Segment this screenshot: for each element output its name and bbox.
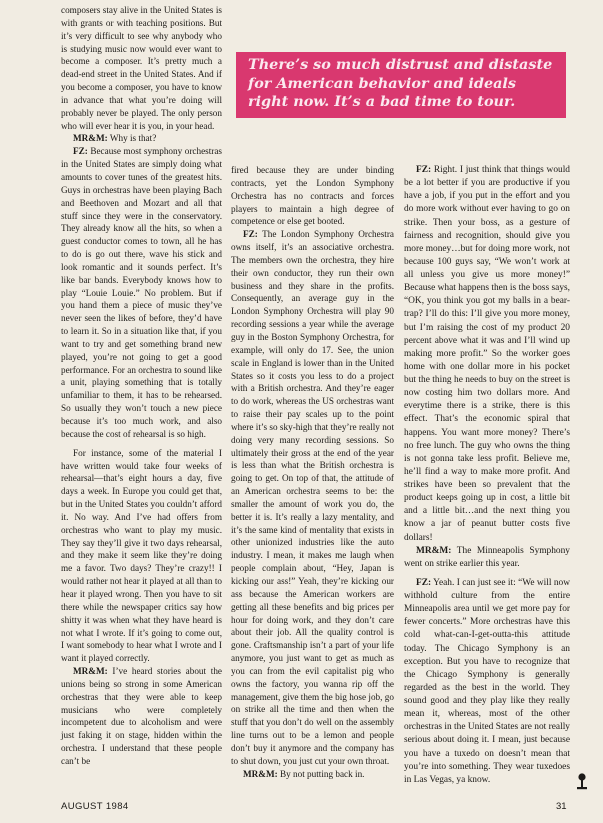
speaker-label: FZ: (416, 577, 432, 588)
paragraph (61, 132, 222, 145)
paragraph (231, 768, 394, 781)
paragraph-text: The London Symphony Orchestra owns itself, it’s an associative orchestra. The members own the orchestra, they hire their own conductor, they run their own business and they share in the profits. Consequently, an average guy in the London Symphony Orchestra will play 90 recording sessions a year while the average guy in the Boston Symphony Orchestra, for example, will only do 17. See, the union scale in England is lower than in the United States so it costs you less to do a project with a British orchestra. And they’re eager to do work, whereas the US orchestras want to raise their pay scales up to the point where it’s so sky-high that they’re really not doing very many recording sessions. So ultimately their gross at the end of the year is less than what the British orchestra is going to get. On top of that, the attitude of an American orchestra seems to be: the smaller the amount of work you do, the better it is. It’s really a lazy mentality, and it’s the same kind of mentality that exists in other unionized industries like the auto industry. I mean, it makes me laugh when people complain about, “Hey, Japan is kicking our ass!” Yeah, they’re kicking our ass because the American workers are getting all these benefits and big prices per hour for doing work, and they don’t care about their job. All the quality control is gone. Craftsmanship isn’t a part of your life anymore, you just want to get as much as you can from the evil capitalist pig who owns the factory, you wanna rip off the management, give them the big hose job, go on strike all the time and then when the stuff that you don’t do well on the assembly line turns out to be a lemon and people don’t buy it anymore and the company has to shut down, you just cut your own throat. (231, 229, 394, 766)
paragraph (61, 665, 222, 768)
pull-quote (236, 52, 566, 118)
page-number: 31 (556, 801, 567, 812)
paragraph: composers stay alive in the United States is with grants or with teaching positions. But it’s very difficult to see why anybody who is studying music now would ever want to become a composer. It’s pretty much a dead-end street in the United States. And if you become a composer, you have to know in advance that what you’re doing will probably never be played. The only person who will ever hear it is you, in your head. (61, 5, 222, 131)
pull-quote-text: There’s so much distrust and distaste for American behavior and ideals right now. It’s a bad time to tour. (248, 56, 553, 111)
paragraph-text: The Minneapolis Symphony went on strike earlier this year. (404, 545, 570, 569)
article-column-3 (404, 164, 570, 787)
paragraph (61, 145, 222, 440)
article-column-2 (231, 164, 394, 781)
speaker-label: FZ: (73, 146, 88, 157)
paragraph-text: Right. I just think that things would be a lot better if you are productive if you have a job, if you put in the effort and you do more work without ever having to go on strike. Then your boss, as a gesture of fairness and recognition, should give you more money…but for doing more work, not because 100 guys say, “We won’t work at all unless you give us more money!” Because what happens then is the boss says, “OK, you think you got my balls in a bear-trap? I’ll do this: I’ll give you more money, but I’m raising the cost of my product 20 percent above what it was and I’ll wind up making more profit.” So the worker goes home with one dollar more in his pocket but the thing he needs to buy on the street is now costing him two dollars more. And everytime there is a strike, there is this effect. That’s the economic spiral that happens. You want more money? There’s no free lunch. The guy who owns the thing is not gonna take less profit. Believe me, he’ll find a way to make more profit. And strikes have been so prevalent that the product keeps going up in cost, a little bit and a little bit…and the next thing you know a jar of peanut butter costs five dollars! (404, 165, 570, 543)
speaker-label: MR&M: (73, 133, 108, 144)
paragraph-text: Why is that? (107, 133, 157, 144)
paragraph (404, 577, 570, 787)
paragraph: For instance, some of the material I have written would take four weeks of rehearsal—that’s eight hours a day, five days a week. In Europe you could get that, but in the United States you couldn’t afford it. No way. And I’ve had offers from orchestras who want to play my music. They say they’ll give it two days rehearsal, and they make it seem like they’re doing me a favor. Two days? They’re crazy!! I would rather not hear it played at all than to hear it played wrong. Then you have to sit there while the newspaper critics say how shitty it was when what they have heard is not what I wrote. If it’s going to come out, I want somebody to hear what I wrote and I want it played correctly. (61, 447, 222, 664)
paragraph: fired because they are under binding contracts, yet the London Symphony Orchestra has no contracts and forces players to maintain a high degree of competence or else get booted. (231, 165, 394, 227)
article-column-1 (61, 4, 222, 768)
paragraph-text: Because most symphony orchestras in the United States are simply doing what amounts to cover tunes of the greatest hits. Guys in orchestras have been playing Bach and Beethoven and Mozart and all that stuff since they were in the conservatory. They already know all the hits, so when a guest conductor comes to town, all he has to do is go out there, wave his stick and look romantic and it sounds perfect. It’s like bar bands. Everybody knows how to play “Louie Louie.” No problem. But if you hand them a piece of music they’ve never seen the likes of before, they’d have to learn it. So in a situation like that, if you want to try and get something brand new played, you’re not going to get a good performance. For an orchestra to sound like a unit, playing something that is totally unfamiliar to them, it has to be rehearsed. So usually they won’t touch a new piece because it’s too much work, and also because the cost of rehearsal is so high. (61, 146, 222, 439)
end-of-article-icon (574, 772, 590, 792)
paragraph (404, 164, 570, 545)
folio-date: AUGUST 1984 (61, 801, 129, 812)
paragraph (231, 228, 394, 767)
speaker-label: MR&M: (416, 545, 452, 556)
speaker-label: FZ: (243, 229, 258, 240)
paragraph-text: I’ve heard stories about the unions being so strong in some American orchestras that they were able to keep musicians who were completely incompetent due to alcoholism and were just faking it on stage, hidden within the orchestra. I understand that these people can’t be (61, 666, 222, 766)
paragraph-text: By not putting back in. (277, 768, 365, 779)
speaker-label: MR&M: (243, 768, 278, 779)
speaker-label: FZ: (416, 165, 432, 175)
speaker-label: MR&M: (73, 666, 108, 677)
paragraph (404, 545, 570, 571)
paragraph-text: Yeah. I can just see it: “We will now withhold culture from the entire Minneapolis area until we get more pay for fewer concerts.” More orchestras have this cold what-can-I-get-outta-this attitude today. The Chicago Symphony is an exception. But you have to recognize that the Chicago Symphony is generally regarded as the best in the world. They sound good and they play like they really mean it, whereas, most of the other orchestras in the United States are not really serious about doing it. I mean, just because you have a tuxedo on doesn’t mean that you’re into something. They wear tuxedoes in Las Vegas, ya know. (404, 577, 570, 785)
